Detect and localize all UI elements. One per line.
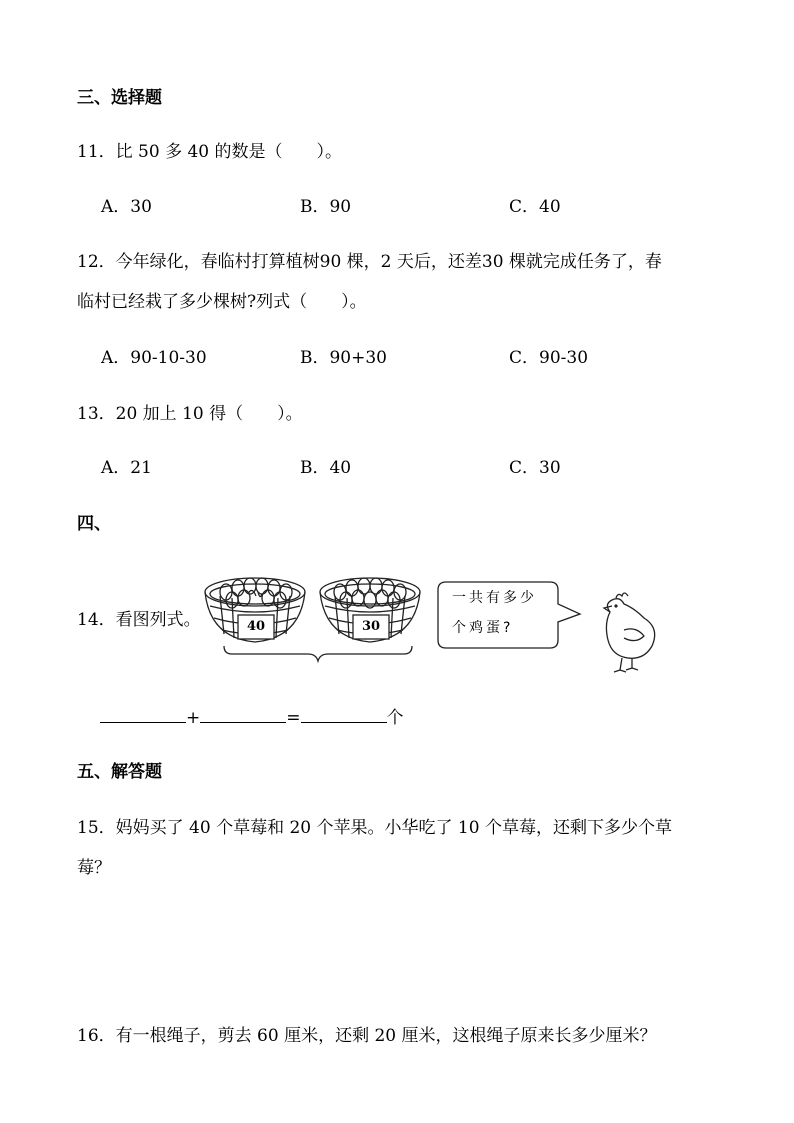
option-b: B．90+30 <box>300 348 388 368</box>
plus-sign: + <box>186 708 201 728</box>
basket-right-value: 30 <box>361 619 381 634</box>
question-number: 13． <box>77 404 116 424</box>
egg-baskets-figure <box>200 568 670 678</box>
section-heading-answer: 五、解答题 <box>77 762 162 782</box>
option-b: B．90 <box>300 197 352 217</box>
option-a: A．21 <box>101 458 152 478</box>
option-c: C．90-30 <box>509 348 589 368</box>
question-11 <box>77 142 342 162</box>
question-text: 今年绿化，春临村打算植树90 棵，2 天后，还差30 棵就完成任务了，春 <box>115 252 662 272</box>
question-number: 11． <box>77 142 116 162</box>
question-text: 20 加上 10 得（ ）。 <box>115 404 303 424</box>
question-13 <box>77 404 303 424</box>
question-text: 看图列式。 <box>115 610 201 630</box>
question-text: 妈妈买了 40 个草莓和 20 个苹果。小华吃了 10 个草莓，还剩下多少个草 <box>115 818 672 838</box>
bubble-line2: 个鸡蛋? <box>452 620 514 636</box>
answer-line <box>100 706 404 728</box>
question-15 <box>77 818 672 838</box>
answer-blank-3[interactable] <box>301 706 387 723</box>
answer-blank-1[interactable] <box>100 706 186 723</box>
option-a: A．30 <box>101 197 152 217</box>
question-text: 有一根绳子，剪去 60 厘米，还剩 20 厘米，这根绳子原来长多少厘米？ <box>115 1026 657 1046</box>
option-c: C．30 <box>509 458 561 478</box>
answer-blank-2[interactable] <box>200 706 286 723</box>
question-text: 比 50 多 40 的数是（ ）。 <box>115 142 343 162</box>
question-12-line2: 临村已经栽了多少棵树?列式（ ）。 <box>77 292 367 312</box>
question-number: 14． <box>77 610 116 630</box>
chick-illustration <box>604 593 655 672</box>
section-heading-4: 四、 <box>77 514 111 534</box>
basket-left-value: 40 <box>246 619 266 634</box>
question-15-line2: 莓？ <box>77 858 111 878</box>
question-14 <box>77 610 201 630</box>
question-number: 15． <box>77 818 116 838</box>
option-b: B．40 <box>300 458 352 478</box>
question-16 <box>77 1026 657 1046</box>
option-a: A．90-10-30 <box>101 348 207 368</box>
question-number: 12． <box>77 252 116 272</box>
equals-sign: = <box>286 708 301 728</box>
question-12 <box>77 252 662 272</box>
unit-label: 个 <box>386 708 404 728</box>
section-heading-choice: 三、选择题 <box>77 88 162 108</box>
bubble-line1: 一共有多少 <box>452 590 537 606</box>
question-number: 16． <box>77 1026 116 1046</box>
brace <box>224 646 412 661</box>
option-c: C．40 <box>509 197 561 217</box>
